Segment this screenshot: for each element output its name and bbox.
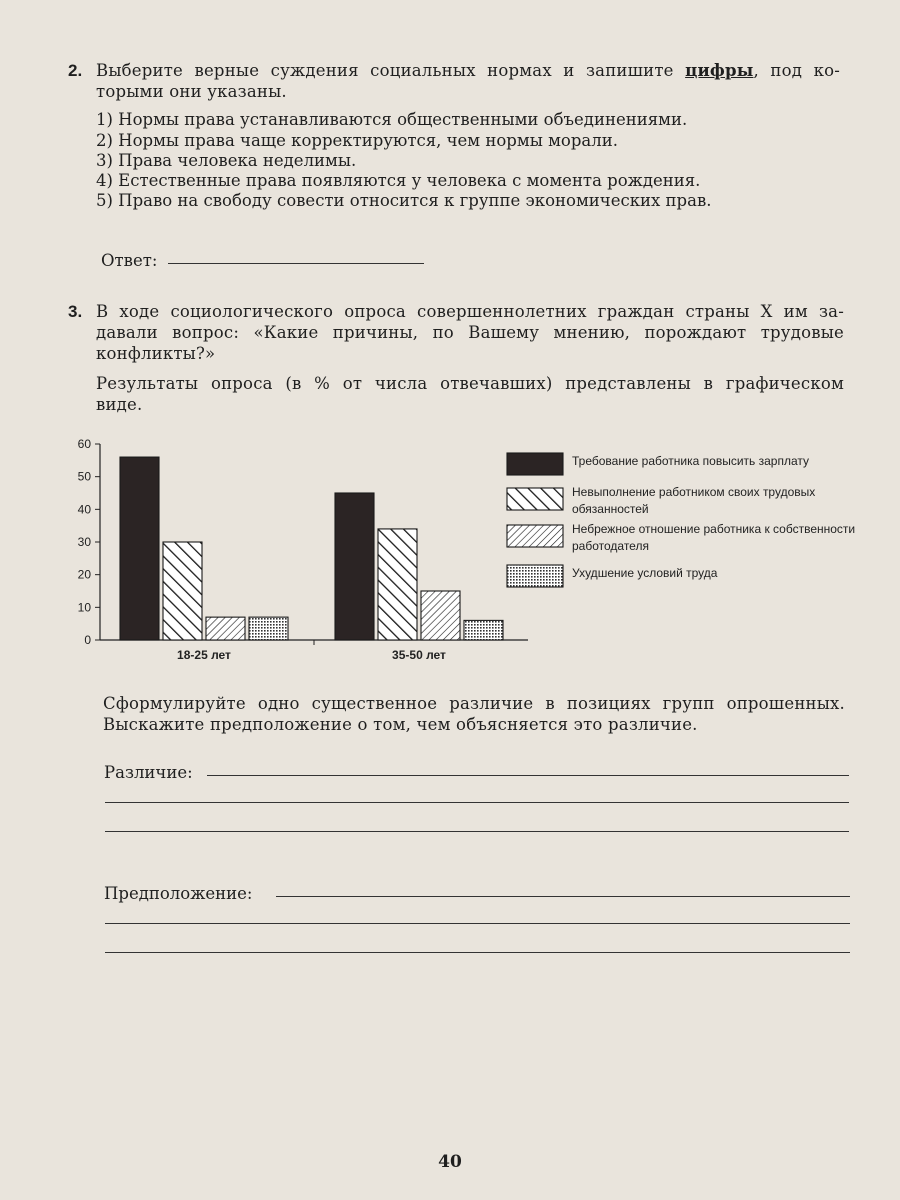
bar-2-4 [464,620,503,640]
x-category-label: 35-50 лет [392,648,446,662]
bar-chart [0,432,900,662]
bar-2-1 [335,493,374,640]
y-tick-label: 50 [77,469,91,484]
q2-intro-bold: цифры [685,61,754,80]
difference-line-3[interactable] [105,831,849,832]
q2-intro-line2: торыми они указаны. [96,82,287,101]
chart-bars [120,457,503,662]
assumption-label: Предположение: [104,884,253,903]
q2-option-4: 4) Естественные права появляются у человека с момента рождения. [96,171,701,190]
legend-label-4: Ухудшение условий труда [572,566,718,580]
q2-answer-label: Ответ: [101,251,158,270]
bar-2-3 [421,591,460,640]
chart-legend [507,453,855,587]
q3-results-text [96,373,844,415]
bar-2-2 [378,529,417,640]
q2-option-1: 1) Нормы права устанавливаются общественными объединениями. [96,110,688,129]
legend-label-2: обязанностей [572,502,649,516]
y-tick-label: 40 [77,502,91,517]
page-number: 40 [438,1152,462,1172]
question-2-number: 2. [68,61,83,80]
q3-results-line2: виде. [96,395,143,414]
legend-swatch-3 [507,525,563,547]
q2-answer-line[interactable] [168,263,424,264]
q2-option-5: 5) Право на свободу совести относится к группе экономических прав. [96,191,712,210]
legend-swatch-4 [507,565,563,587]
y-tick-label: 0 [84,633,91,647]
difference-line-2[interactable] [105,802,849,803]
x-category-label: 18-25 лет [177,648,231,662]
y-tick-label: 60 [77,437,91,451]
legend-label-1: Требование работника повысить зарплату [572,454,809,468]
bar-1-1 [120,457,159,640]
q2-option-2: 2) Нормы права чаще корректируются, чем нормы морали. [96,131,618,150]
q3-intro-line1: В ходе социологического опроса совершеннолетних граждан страны Х им за- [96,302,844,321]
y-tick-label: 30 [77,535,91,549]
q2-intro-post: , под ко- [753,61,840,80]
bar-1-3 [206,617,245,640]
assumption-line-3[interactable] [105,952,850,953]
y-tick-label: 10 [77,600,91,615]
q3-results-line1: Результаты опроса (в % от числа отвечавших) представлены в графическом [96,374,844,393]
question-2-intro [96,60,840,102]
q3-intro-line2: давали вопрос: «Какие причины, по Вашему мнению, порождают трудовые [96,323,844,342]
difference-label: Различие: [104,763,193,782]
assumption-line-2[interactable] [105,923,850,924]
q3-task-line2: Выскажите предположение о том, чем объясняется это различие. [103,715,698,734]
question-3-number: 3. [68,302,83,321]
q3-task-text [103,693,845,735]
bar-1-4 [249,617,288,640]
q2-intro-pre: Выберите верные суждения социальных нормах и запишите [96,61,686,80]
legend-swatch-1 [507,453,563,475]
q3-intro-line3: конфликты?» [96,344,216,363]
bar-1-2 [163,542,202,640]
q2-option-3: 3) Права человека неделимы. [96,151,357,170]
difference-line-1[interactable] [207,775,849,776]
assumption-line-1[interactable] [276,896,850,897]
legend-label-2: Невыполнение работником своих трудовых [572,485,816,499]
legend-label-3: работодателя [572,539,649,553]
y-tick-label: 20 [77,567,91,582]
q3-task-line1: Сформулируйте одно существенное различие в позициях групп опрошенных. [103,694,845,713]
legend-label-3: Небрежное отношение работника к собственности [572,522,856,536]
legend-swatch-2 [507,488,563,510]
question-3-intro [96,301,844,364]
